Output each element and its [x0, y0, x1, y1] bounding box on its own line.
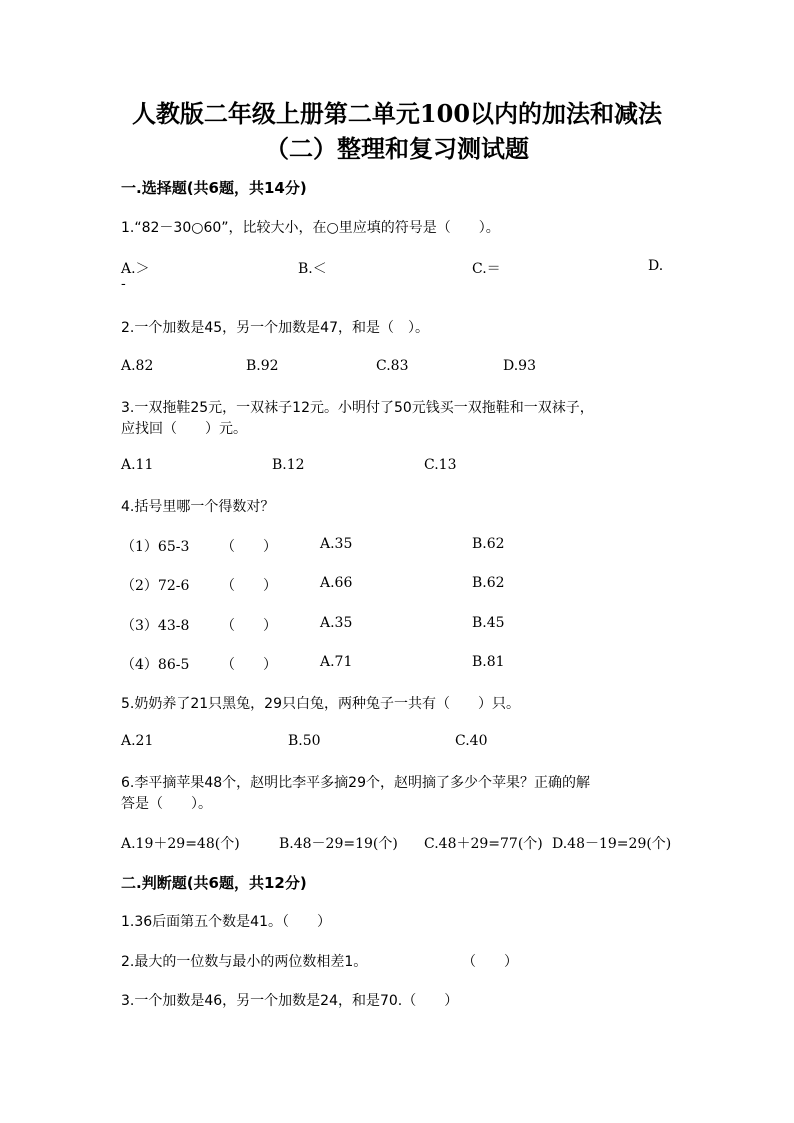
question-4-row-4-blank: （ ） [221, 657, 277, 673]
question-2-text: 2.一个加数是45，另一个加数是47，和是（ ）。 [121, 320, 429, 336]
question-6-option-a: A.19＋29=48(个) [121, 836, 240, 852]
question-2-option-c: C.83 [376, 358, 409, 374]
question-4-text: 4.括号里哪一个得数对？ [121, 499, 275, 515]
question-6-option-c: C.48＋29=77(个) [424, 836, 543, 852]
judgement-3-text: 3.一个加数是46，另一个加数是24，和是70.（ ） [121, 993, 459, 1009]
question-4-row-1-option-a: A.35 [320, 536, 353, 552]
question-3-option-a: A.11 [121, 457, 154, 473]
question-4-row-3-option-a: A.35 [320, 615, 353, 631]
question-2-option-d: D.93 [503, 358, 536, 374]
question-3-text-line1: 3.一双拖鞋25元，一双袜子12元。小明付了50元钱买一双拖鞋和一双袜子， [121, 400, 594, 416]
question-1-text: 1.“82－30○60”，比较大小，在○里应填的符号是（ ）。 [121, 220, 500, 236]
question-4-row-3-option-b: B.45 [472, 615, 505, 631]
question-4-row-3-expression: （3）43-8 [121, 618, 190, 634]
question-1-option-a: A.＞ [121, 261, 150, 277]
question-1-option-b: B.＜ [298, 261, 327, 277]
judgement-2-blank: （ ） [462, 954, 518, 970]
question-4-row-4-option-a: A.71 [320, 654, 353, 670]
question-3-option-c: C.13 [424, 457, 457, 473]
question-4-row-2-option-b: B.62 [472, 575, 505, 591]
question-1-option-d-wrap: - [121, 276, 126, 292]
question-2-option-a: A.82 [121, 358, 154, 374]
question-3-option-b: B.12 [272, 457, 305, 473]
question-5-text: 5.奶奶养了21只黑兔，29只白兔，两种兔子一共有（ ）只。 [121, 696, 520, 712]
question-6-option-d: D.48－19=29(个) [552, 836, 672, 852]
question-6-option-b: B.48－29=19(个) [279, 836, 398, 852]
question-4-row-4-option-b: B.81 [472, 654, 505, 670]
question-1-option-d: D. [648, 258, 664, 274]
question-4-row-2-expression: （2）72-6 [121, 578, 190, 594]
question-1-option-c: C.＝ [472, 261, 501, 277]
section-heading-choice: 一.选择题(共6题，共14分) [121, 179, 307, 197]
question-5-option-c: C.40 [455, 733, 488, 749]
question-5-option-b: B.50 [288, 733, 321, 749]
question-3-text-line2: 应找回（ ）元。 [121, 421, 247, 437]
document-title-line1: 人教版二年级上册第二单元100以内的加法和减法 [131, 99, 663, 128]
question-4-row-4-expression: （4）86-5 [121, 657, 190, 673]
question-5-option-a: A.21 [121, 733, 154, 749]
question-4-row-1-option-b: B.62 [472, 536, 505, 552]
section-heading-judgement: 二.判断题(共6题，共12分) [121, 874, 307, 892]
question-4-row-2-blank: （ ） [221, 578, 277, 594]
question-4-row-1-blank: （ ） [221, 539, 277, 555]
question-4-row-2-option-a: A.66 [320, 575, 353, 591]
question-6-text-line2: 答是（ ）。 [121, 796, 212, 812]
judgement-2-text: 2.最大的一位数与最小的两位数相差1。 [121, 954, 368, 970]
question-4-row-3-blank: （ ） [221, 618, 277, 634]
question-2-option-b: B.92 [246, 358, 279, 374]
question-6-text-line1: 6.李平摘苹果48个，赵明比李平多摘29个，赵明摘了多少个苹果？正确的解 [121, 775, 590, 791]
question-4-row-1-expression: （1）65-3 [121, 539, 190, 555]
judgement-1-text: 1.36后面第五个数是41。（ ） [121, 914, 331, 930]
document-title-line2: （二）整理和复习测试题 [265, 134, 529, 163]
